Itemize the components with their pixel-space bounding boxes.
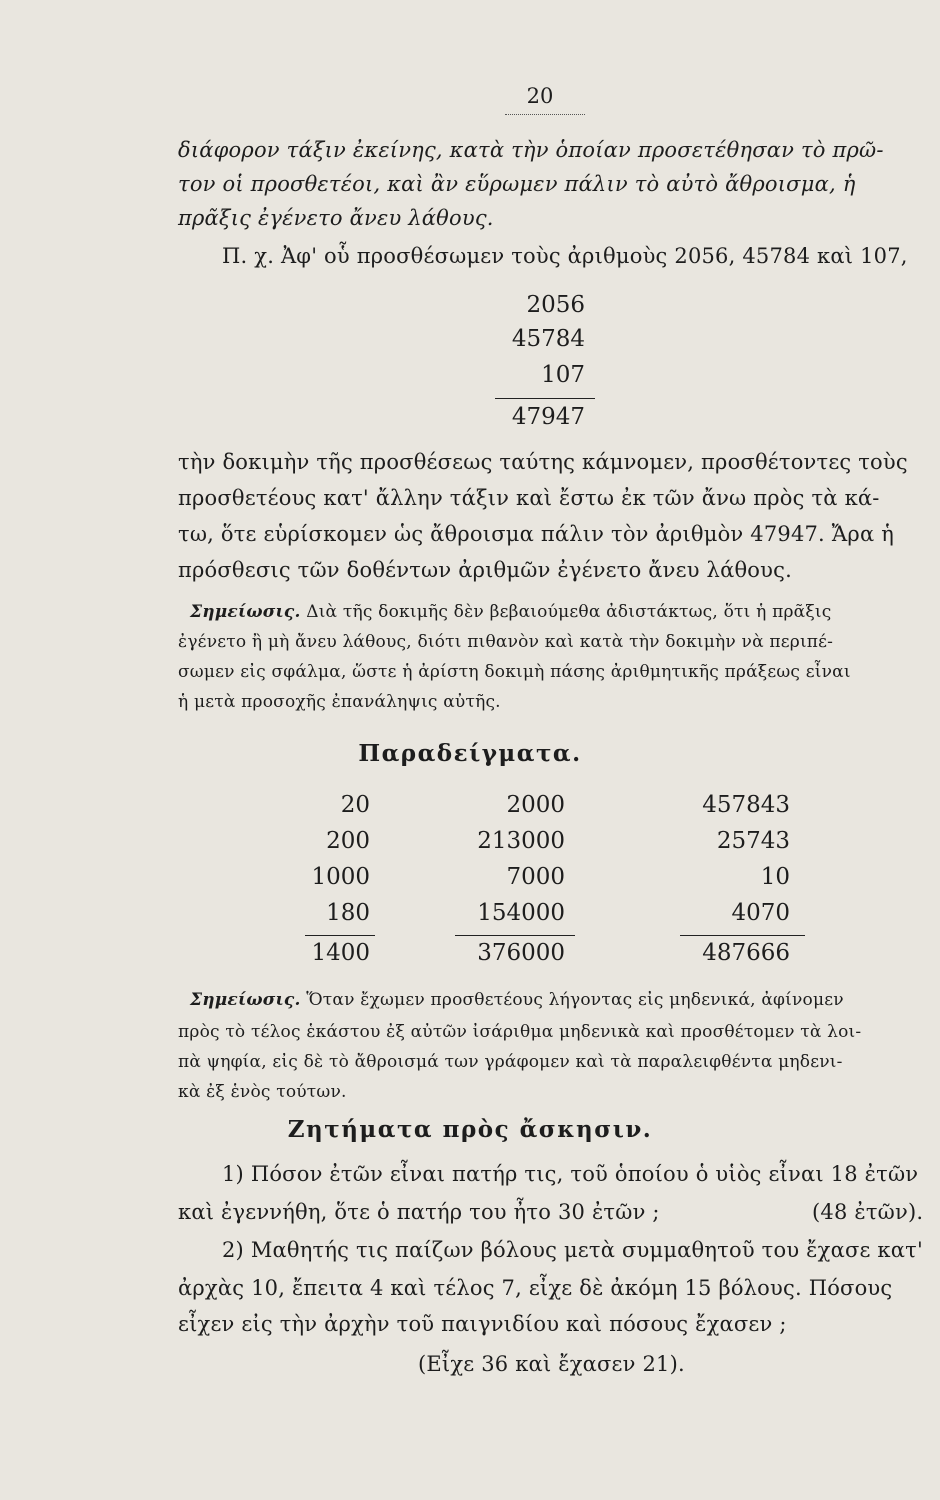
col2-addend-2: 213000: [477, 828, 565, 854]
note2-label: Σημείωσις.: [190, 990, 301, 1010]
note1-label: Σημείωσις.: [190, 602, 301, 622]
examples-heading: Παραδείγματα.: [358, 740, 582, 767]
exercise2-line-3: εἶχεν εἰς τὴν ἀρχὴν τοῦ παιγνιδίου καὶ πόσους ἔχασεν ;: [178, 1312, 787, 1336]
exercise2-line-1: 2) Μαθητής τις παίζων βόλους μετὰ συμμαθητοῦ του ἔχασε κατ': [222, 1238, 923, 1262]
intro-line-2: τον οἱ προσθετέοι, καὶ ἂν εὕρωμεν πάλιν τὸ αὐτὸ ἄθροισμα, ἡ: [178, 172, 856, 196]
note2-line-1-text: Ὅταν ἔχωμεν προσθετέους λήγοντας εἰς μηδενικά, ἀφίνομεν: [300, 990, 844, 1010]
proof-line-4: πρόσθεσις τῶν δοθέντων ἀριθμῶν ἐγένετο ἄνευ λάθους.: [178, 558, 792, 582]
note2-line-1: [190, 990, 844, 1010]
note1-line-2: ἐγένετο ἢ μὴ ἄνευ λάθους, διότι πιθανὸν καὶ κατὰ τὴν δοκιμὴν νὰ περιπέ-: [178, 632, 834, 652]
col1-addend-4: 180: [326, 900, 370, 926]
example-addend-3: 107: [541, 362, 585, 388]
page-number-rule: [505, 114, 585, 115]
col2-addend-4: 154000: [477, 900, 565, 926]
col3-addend-4: 4070: [731, 900, 790, 926]
exercise1-line-2: καὶ ἐγεννήθη, ὅτε ὁ πατήρ του ἦτο 30 ἐτῶν ;: [178, 1200, 660, 1224]
col2-sum-rule: [455, 935, 575, 936]
intro-line-1: διάφορον τάξιν ἐκείνης, κατὰ τὴν ὁποίαν προσετέθησαν τὸ πρῶ-: [178, 138, 884, 162]
note2-line-4: κὰ ἐξ ἑνὸς τούτων.: [178, 1082, 347, 1102]
col1-addend-3: 1000: [311, 864, 370, 890]
note1-line-1: [190, 602, 832, 622]
col3-addend-1: 457843: [702, 792, 790, 818]
exercises-heading: Ζητήματα πρὸς ἄσκησιν.: [287, 1116, 653, 1143]
example-sum: 47947: [511, 404, 585, 430]
example-intro-line: Π. χ. Ἀφ' οὗ προσθέσωμεν τοὺς ἀριθμοὺς 2056, 45784 καὶ 107,: [222, 244, 908, 268]
proof-line-2: προσθετέους κατ' ἄλλην τάξιν καὶ ἔστω ἐκ τῶν ἄνω πρὸς τὰ κά-: [178, 486, 880, 510]
proof-line-1: τὴν δοκιμὴν τῆς προσθέσεως ταύτης κάμνομεν, προσθέτοντες τοὺς: [178, 450, 908, 474]
exercise2-answer: (Εἶχε 36 καὶ ἔχασεν 21).: [418, 1352, 685, 1376]
example-addend-2: 45784: [511, 326, 585, 352]
col2-addend-1: 2000: [506, 792, 565, 818]
col1-addend-2: 200: [326, 828, 370, 854]
note1-line-4: ἡ μετὰ προσοχῆς ἐπανάληψις αὐτῆς.: [178, 692, 501, 712]
intro-line-3: πρᾶξις ἐγένετο ἄνευ λάθους.: [178, 206, 494, 230]
note1-line-3: σωμεν εἰς σφάλμα, ὥστε ἡ ἀρίστη δοκιμὴ πάσης ἀριθμητικῆς πράξεως εἶναι: [178, 662, 851, 682]
note1-line-1-text: Διὰ τῆς δοκιμῆς δὲν βεβαιούμεθα ἀδιστάκτως, ὅτι ἡ πρᾶξις: [300, 602, 832, 622]
col3-sum-rule: [680, 935, 805, 936]
col1-sum: 1400: [311, 940, 370, 966]
example-addend-1: 2056: [526, 292, 585, 318]
note2-line-3: πὰ ψηφία, εἰς δὲ τὸ ἄθροισμά των γράφομεν καὶ τὰ παραλειφθέντα μηδενι-: [178, 1052, 843, 1072]
col3-sum: 487666: [702, 940, 790, 966]
col3-addend-2: 25743: [716, 828, 790, 854]
col3-addend-3: 10: [760, 864, 790, 890]
example-sum-rule: [495, 398, 595, 399]
proof-line-3: τω, ὅτε εὑρίσκομεν ὡς ἄθροισμα πάλιν τὸν ἀριθμὸν 47947. Ἄρα ἡ: [178, 522, 895, 546]
col2-sum: 376000: [477, 940, 565, 966]
col1-sum-rule: [305, 935, 375, 936]
exercise1-answer: (48 ἐτῶν).: [812, 1200, 924, 1224]
exercise2-line-2: ἀρχὰς 10, ἔπειτα 4 καὶ τέλος 7, εἶχε δὲ ἀκόμη 15 βόλους. Πόσους: [178, 1276, 893, 1300]
col2-addend-3: 7000: [506, 864, 565, 890]
page-number: 20: [526, 84, 554, 108]
note2-line-2: πρὸς τὸ τέλος ἑκάστου ἐξ αὐτῶν ἰσάριθμα μηδενικὰ καὶ προσθέτομεν τὰ λοι-: [178, 1022, 862, 1042]
col1-addend-1: 20: [340, 792, 370, 818]
exercise1-line-1: 1) Πόσον ἐτῶν εἶναι πατήρ τις, τοῦ ὁποίου ὁ υἱὸς εἶναι 18 ἐτῶν: [222, 1162, 919, 1186]
